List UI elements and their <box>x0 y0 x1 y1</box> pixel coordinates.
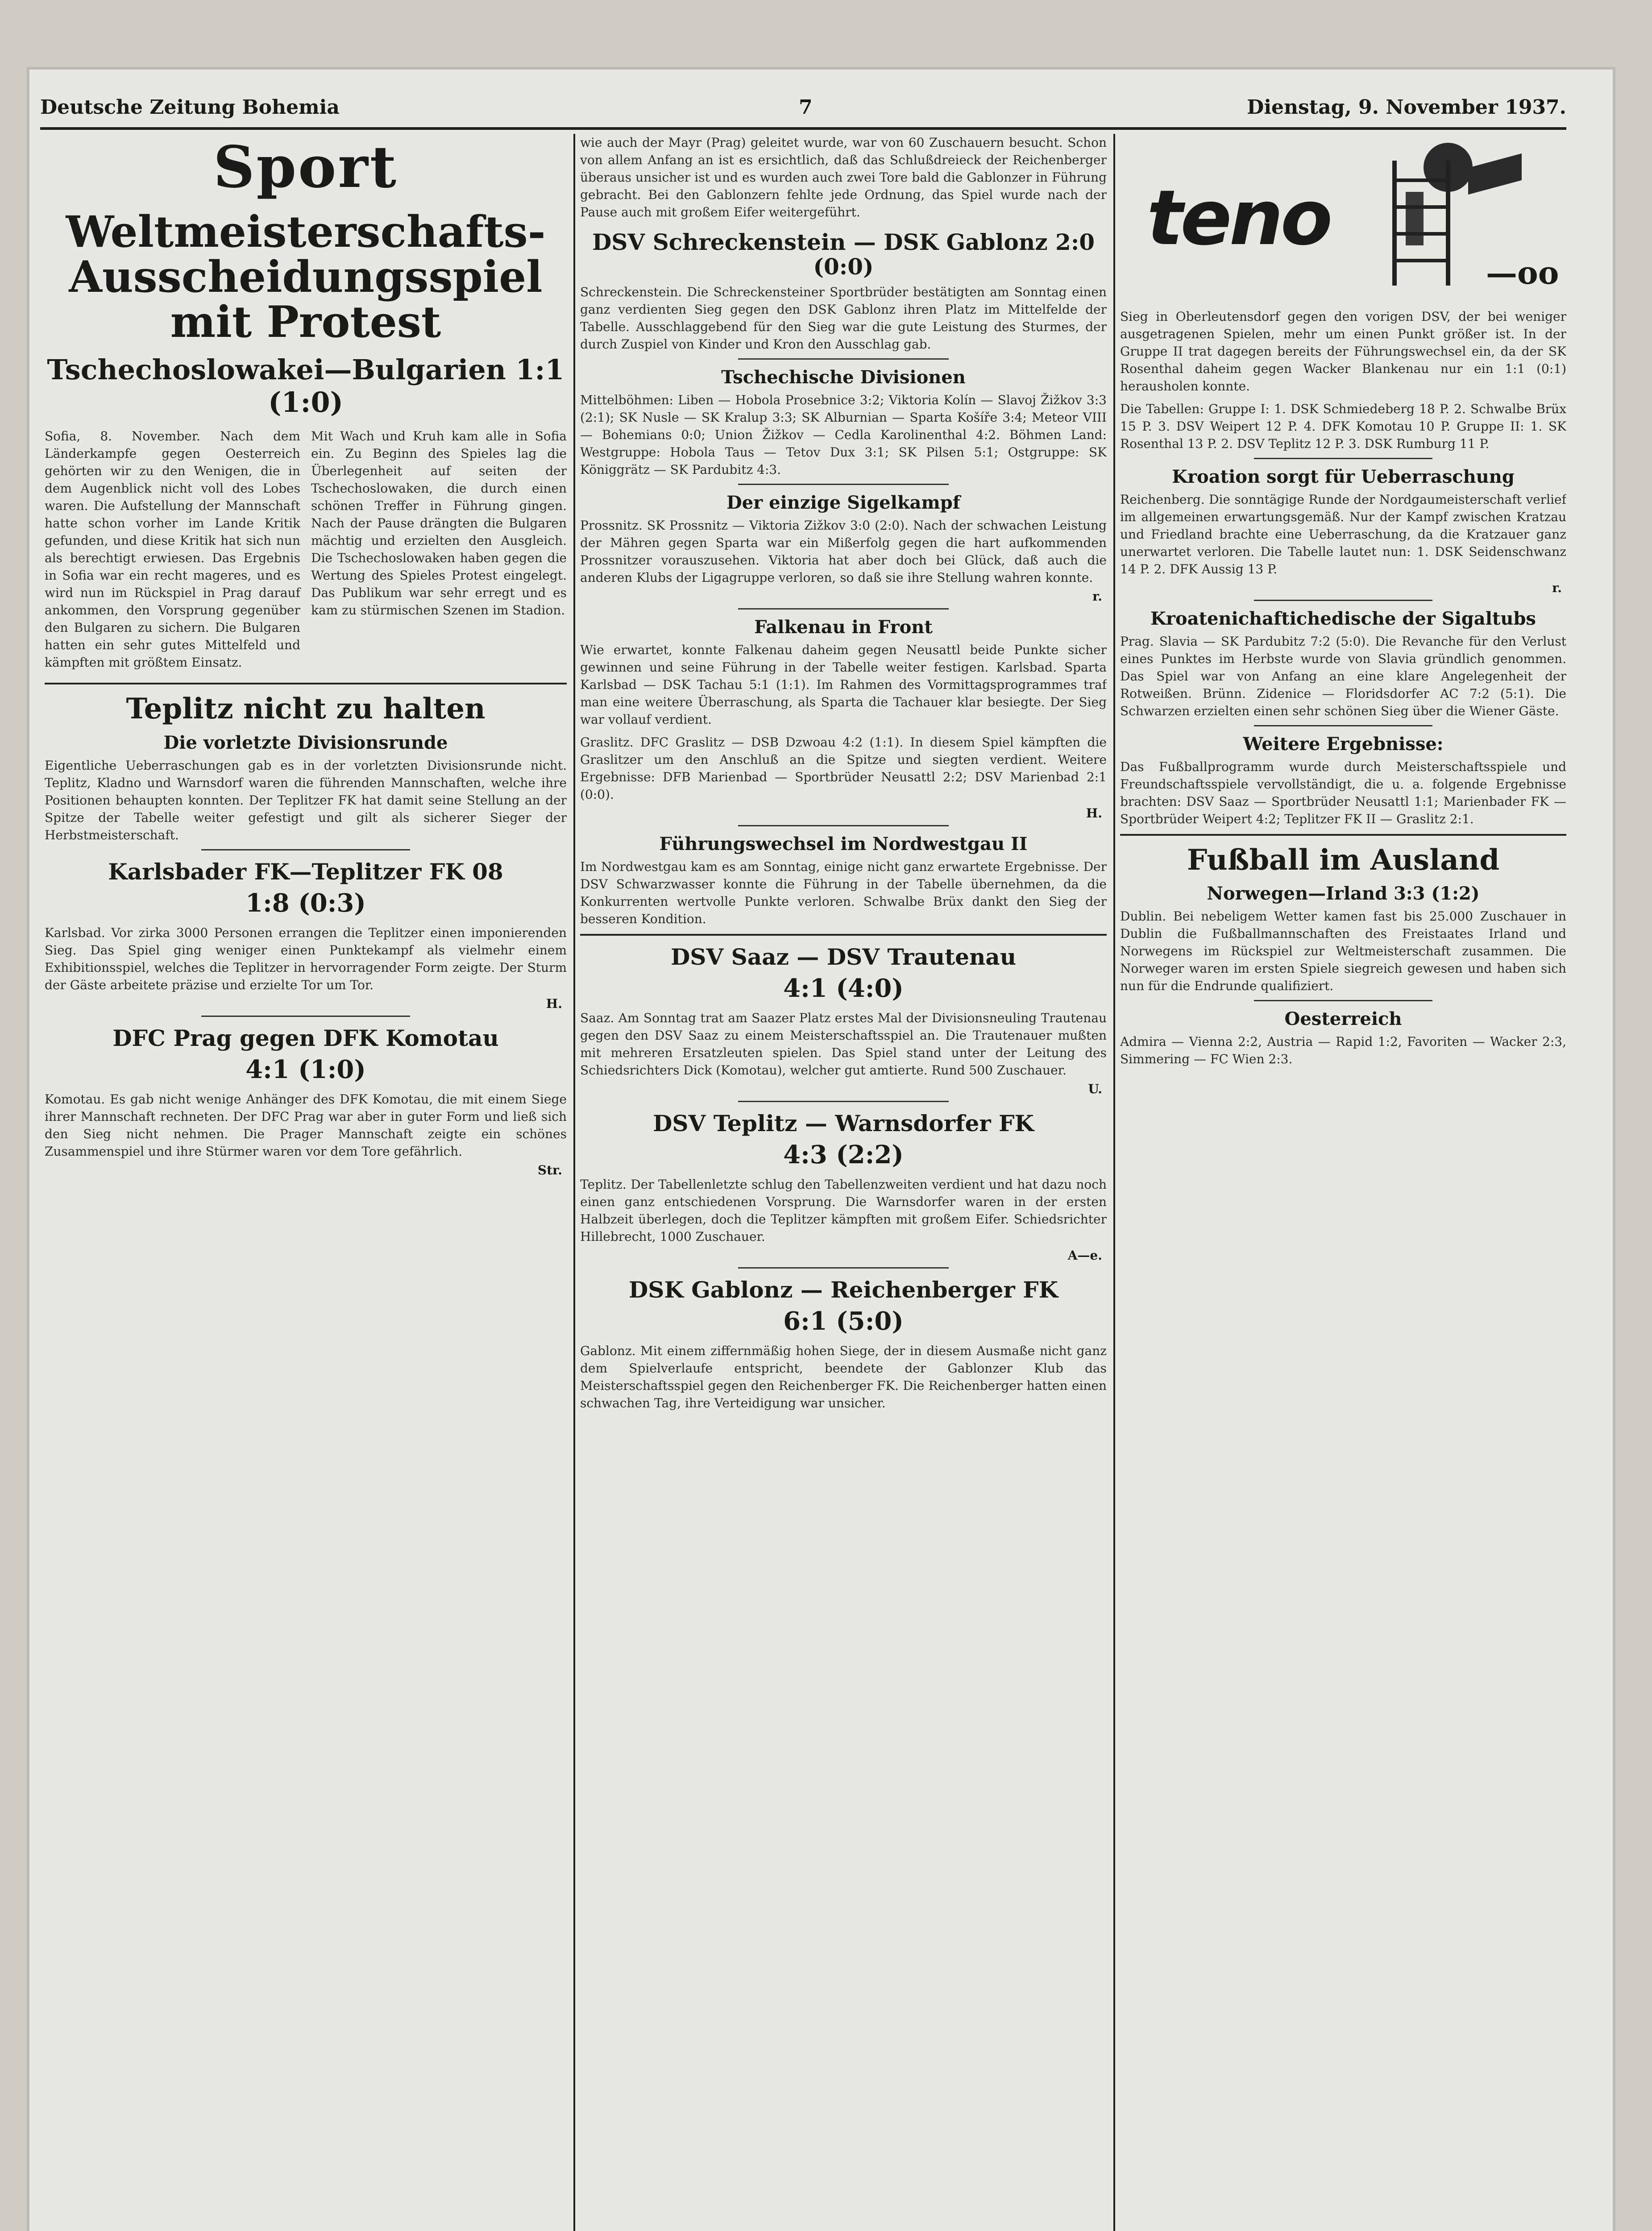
column-3 <box>1120 134 1566 2231</box>
column-2 <box>580 134 1107 2231</box>
karlsbad-signature: H. <box>546 996 562 1011</box>
karlsbad-text: Karlsbad. Vor zirka 3000 Personen errangen die Teplitzer einen imponierenden Sieg. Das Spiel ging weniger einen Punktekampf als vielmehr einem Exhibitionsspiel, welches die Teplitzer in hervorragender Form zeigte. Der Sturm der Gäste arbeitete präzise und erzielte Tor um Tor. <box>45 925 567 992</box>
column-1 <box>45 134 567 2231</box>
main-article-text-left: Sofia, 8. November. Nach dem Länderkampfe gegen Oesterreich gehörten wir zu den Wenigen, die in dem Augenblick nicht voll des Lobes waren. Die Aufstellung der Mannschaft hatte schon vorher im Lande Kritik gefunden, und diese Kritik hat sich nun als berechtigt erwiesen. Das Ergebnis in Sofia war ein recht mageres, und es wird nun im Rückspiel in Prag darauf ankommen, den Vorsprung gegenüber den Bulgaren zu sichern. Die Bulgaren hatten ein sehr gutes Mittelfeld und kämpften mit größtem Einsatz. <box>45 429 300 670</box>
oesterreich-headline: Oesterreich <box>1284 1008 1402 1030</box>
teno-advertisement <box>1120 143 1566 290</box>
ausland-headline: Fußball im Ausland <box>1187 843 1500 877</box>
ausland-match: Norwegen—Irland 3:3 (1:2) <box>1207 883 1480 904</box>
aufbau-signature: r. <box>1552 581 1562 595</box>
saaz-text: Saaz. Am Sonntag trat am Saazer Platz erstes Mal der Divisionsneuling Trautenau gegen den DSV Saaz zu einem Meisterschaftsspiel an. Die Trautenauer mußten mit mehreren Ersatzleuten spielen. Das Spiel stand unter der Leitung des Schiedsrichters Dick (Komotau), welcher gut amtierte. Rund 500 Zuschauer. <box>580 1011 1107 1078</box>
falkenau-signature: H. <box>1086 806 1102 821</box>
weitere-headline: Weitere Ergebnisse: <box>1243 734 1444 755</box>
divider <box>1254 600 1432 601</box>
nordwestgau-headline: Führungswechsel im Nordwestgau II <box>659 834 1028 854</box>
aufbau-headline: Kroation sorgt für Ueberraschung <box>1172 466 1515 487</box>
warnsdorf-text: Teplitz. Der Tabellenletzte schlug den Tabellenzweiten verdient und hat dazu noch einen ganz entschiedenen Vorsprung. Die Warnsdorfer waren in der ersten Halbzeit überlegen, doch die Teplitzer kämpften mit großem Eifer. Schiedsrichter Hillebrecht, 1000 Zuschauer. <box>580 1177 1107 1244</box>
nordwestgau-text: Im Nordwestgau kam es am Sonntag, einige nicht ganz erwartete Ergebnisse. Der DSV Schwarzwasser konnte die Führung in der Tabelle übernehmen, da die Konkurrenten wertvolle Punkte verloren. Schwalbe Brüx dankt den Sieg der besseren Kondition. <box>580 859 1107 926</box>
issue-date: Dienstag, 9. November 1937. <box>1247 96 1566 119</box>
karlsbad-headline: Karlsbader FK—Teplitzer FK 08 <box>108 858 503 885</box>
masthead-left: Deutsche Zeitung Bohemia <box>40 96 340 119</box>
tsch-div-headline: Tschechische Divisionen <box>721 367 966 388</box>
divider <box>201 1016 410 1017</box>
saaz-signature: U. <box>1088 1082 1102 1096</box>
schreckenstein-headline: DSV Schreckenstein — DSK Gablonz 2:0 (0:0) <box>592 229 1095 280</box>
prag-headline: DFC Prag gegen DFK Komotau <box>112 1024 499 1051</box>
reichenberg-headline: DSK Gablonz — Reichenberger FK <box>628 1277 1058 1303</box>
ausland-text: Dublin. Bei nebeligem Wetter kamen fast bis 25.000 Zuschauer in Dublin die Fußballmannschaften des Freistaates Irland und Norwegens im Rückspiel zur Weltmeisterschaft zusammen. Die Norweger waren im ersten Spiele siegreich gewesen und haben sich nun für die Endrunde qualifiziert. <box>1120 909 1566 994</box>
prag-text: Komotau. Es gab nicht wenige Anhänger des DFK Komotau, die mit einem Siege ihrer Mannschaft rechneten. Der DFC Prag war aber in guter Form und ließ sich den Sieg nicht nehmen. Die Prager Mannschaft zeigte ein schönes Zusammenspiel und ihre Stürmer waren vor dem Tore gefährlich. <box>45 1091 567 1159</box>
teno-tagline: —oo <box>1486 254 1559 291</box>
teplitz-headline: Teplitz nicht zu halten <box>126 692 486 726</box>
reichenberg-score: 6:1 (5:0) <box>783 1306 904 1336</box>
warnsdorf-headline: DSV Teplitz — Warnsdorfer FK <box>653 1110 1034 1136</box>
page-number: 7 <box>799 96 813 119</box>
rt-text: Prag. Slavia — SK Pardubitz 7:2 (5:0). Die Revanche für den Verlust eines Punktes im Herbste wurde von Slavia gründlich genommen. Das Spiel war von Anfang an eine klare Angelegenheit der Rotweißen. Brünn. Zidenice — Floridsdorfer AC 7:2 (5:1). Die Schwarzen erzielten einen sehr schönen Sieg über die Wiener Gäste. <box>1120 634 1566 718</box>
main-article-text-right: Mit Wach und Kruh kam alle in Sofia ein. Zu Beginn des Spieles lag die Überlegenheit auf seiten der Tschechoslowaken, die durch einen schönen Treffer in Führung gingen. Nach der Pause drängten die Bulgaren mächtig und erzielten den Ausgleich. Die Tschechoslowaken haben gegen die Wertung des Spieles Protest eingelegt. Das Publikum war sehr erregt und es kam zu stürmischen Szenen im Stadion. <box>311 429 567 618</box>
prag-score: 4:1 (1:0) <box>245 1054 366 1084</box>
page-header <box>40 96 1566 127</box>
sigkampf-text: Prossnitz. SK Prossnitz — Viktoria Zižkov 3:0 (2:0). Nach der schwachen Leistung der Mähren gegen Sparta war ein Mißerfolg gegen die hart aufkommenden Prossnitzer vorauszusehen. Viktoria hat aber doch bei Glück, daß auch die anderen Klubs der Ligagruppe verloren, so daß sie ihre Stellung wahren konnte. <box>580 518 1107 585</box>
divider <box>1254 725 1432 726</box>
intro-text: Sieg in Oberleutensdorf gegen den vorigen DSV, der bei weniger ausgetragenen Spielen, mehr um einen Punkt größer ist. In der Gruppe II trat dagegen bereits der Führungswechsel ein, da der SK Rosenthal daheim gegen Wacker Blankenau nur ein 1:1 (0:1) herausholen konnte. <box>1120 309 1566 394</box>
reichenberg-text: Gablonz. Mit einem ziffernmäßig hohen Siege, der in diesem Ausmaße nicht ganz dem Spielverlaufe entspricht, beendete der Gablonzer Klub das Meisterschaftsspiel gegen den Reichenberger FK. Die Reichenberger hatten einen schwachen Tag, ihre Verteidigung war unsicher. <box>580 1344 1107 1410</box>
divider <box>738 1101 949 1102</box>
paint-flag-icon <box>1468 153 1522 195</box>
weitere-text: Das Fußballprogramm wurde durch Meisterschaftsspiele und Freundschaftsspiele vervollständigt, die u. a. folgende Ergebnisse brachten: DSV Saaz — Sportbrüder Neusattl 1:1; Marienbader FK — Sportbrüder Weipert 4:2; Teplitzer FK II — Graslitz 2:1. <box>1120 759 1566 826</box>
teplitz-text: Eigentliche Ueberraschungen gab es in der vorletzten Divisionsrunde nicht. Teplitz, Kladno und Warnsdorf waren die führenden Mannschaften, welche ihre Positionen behaupten konnten. Der Teplitzer FK hat damit seine Stellung an der Spitze der Tabelle weiter gefestigt und gilt als sicherer Sieger der Herbstmeisterschaft. <box>45 758 567 842</box>
divider <box>201 849 410 850</box>
tables-text: Die Tabellen: Gruppe I: 1. DSK Schmiedeberg 18 P. 2. Schwalbe Brüx 15 P. 3. DSV Weipert 12 P. 4. DFK Komotau 10 P. Gruppe II: 1. SK Rosenthal 13 P. 2. DSV Teplitz 12 P. 3. DSK Rumburg 11 P. <box>1120 402 1566 451</box>
oesterreich-text: Admira — Vienna 2:2, Austria — Rapid 1:2, Favoriten — Wacker 2:3, Simmering — FC Wien 2:3. <box>1120 1034 1566 1067</box>
divider <box>580 934 1107 936</box>
header-rule <box>40 127 1566 130</box>
ladder-icon <box>1392 161 1450 286</box>
sigkampf-signature: r. <box>1092 589 1102 604</box>
sigkampf-headline: Der einzige Sigelkampf <box>726 492 960 513</box>
divider <box>1254 1000 1432 1001</box>
karlsbad-score: 1:8 (0:3) <box>245 888 366 918</box>
divider <box>1120 834 1566 836</box>
tsch-div-text: Mittelböhmen: Liben — Hobola Prosebnice 3:2; Viktoria Kolín — Slavoj Žižkov 3:3 (2:1); SK Nusle — SK Kralup 3:3; SK Alburnian — Sparta Košíře 3:4; Meteor VIII — Bohemians 0:0; Union Žižkov — Cedla Karolinenthal 4:2. Böhmen Land: Westgruppe: Hobola Taus — Tetov Dux 3:1; SK Pilsen 5:1; Ostgruppe: SK Königgrätz — SK Pardubitz 4:3. <box>580 393 1107 477</box>
warnsdorf-signature: A—e. <box>1067 1248 1102 1263</box>
saaz-headline: DSV Saaz — DSV Trautenau <box>670 944 1017 970</box>
schreckenstein-text: Schreckenstein. Die Schreckensteiner Sportbrüder bestätigten am Sonntag einen ganz verdienten Sieg gegen den DSK Gablonz ihren Platz im Mittelfelde der Tabelle. Ausschlaggebend für den Sieg war die gute Leistung des Sturmes, der durch Zuspiel von Kinder und Kron den Ausschlag gab. <box>580 285 1107 352</box>
divider <box>1254 458 1432 459</box>
teplitz-subhead: Die vorletzte Divisionsrunde <box>163 732 448 753</box>
divider <box>738 484 949 485</box>
falkenau-text: Wie erwartet, konnte Falkenau daheim gegen Neusattl beide Punkte sicher gewinnen und seine Führung in der Tabelle weiter festigen. Karlsbad. Sparta Karlsbad — DSK Tachau 5:1 (1:1). Im Rahmen des Vormittagsprogrammes traf man eine weitere Überraschung, als Sparta die Tachauer klar besiegte. Der Sieg war vollauf verdient. <box>580 643 1107 727</box>
section-title: Sport <box>213 134 398 201</box>
graslitz-text: Graslitz. DFC Graslitz — DSB Dzwoau 4:2 (1:1). In diesem Spiel kämpften die Graslitzer um den Anschluß an die Spitze und siegten verdient. Weitere Ergebnisse: DFB Marienbad — Sportbrüder Neusattl 2:2; DSV Marienbad 2:1 (0:0). <box>580 735 1107 802</box>
main-headline: Weltmeisterschafts-Ausscheidungsspiel mit Protest <box>66 207 546 347</box>
divider <box>738 1267 949 1269</box>
teno-logo: teno <box>1147 174 1330 262</box>
divider <box>45 683 567 684</box>
column-rule-2 <box>1113 134 1115 2231</box>
continued-text: wie auch der Mayr (Prag) geleitet wurde, war von 60 Zuschauern besucht. Schon von allem Anfang an ist es ersichtlich, daß das Schlußdreieck der Reichenberger überaus unsicher ist und es wurden auch zwei Tore bald die Gablonzer in Führung gebracht. Bei den Gablonzern fehlte jede Ordnung, das Spiel wurde nach der Pause auch mit großem Eifer weitergeführt. <box>580 135 1107 220</box>
divider <box>738 825 949 826</box>
divider <box>738 608 949 610</box>
main-article <box>45 427 567 676</box>
aufbau-text: Reichenberg. Die sonntägige Runde der Nordgaumeisterschaft verlief im allgemeinen erwartungsgemäß. Nur der Kampf zwischen Kratzau und Friedland brachte eine Ueberraschung, da die Kratzauer ganz unerwartet verloren. Die Tabelle lautet nun: 1. DSK Seidenschwanz 14 P. 2. DFK Aussig 13 P. <box>1120 492 1566 576</box>
rt-headline: Kroatenichaftichedische der Sigaltubs <box>1150 608 1536 629</box>
column-rule-1 <box>573 134 575 2231</box>
saaz-score: 4:1 (4:0) <box>783 974 904 1003</box>
divider <box>738 358 949 360</box>
match-subhead: Tschechoslowakei—Bulgarien 1:1 (1:0) <box>47 353 565 419</box>
falkenau-headline: Falkenau in Front <box>754 617 933 638</box>
prag-signature: Str. <box>537 1162 562 1178</box>
warnsdorf-score: 4:3 (2:2) <box>783 1140 904 1169</box>
